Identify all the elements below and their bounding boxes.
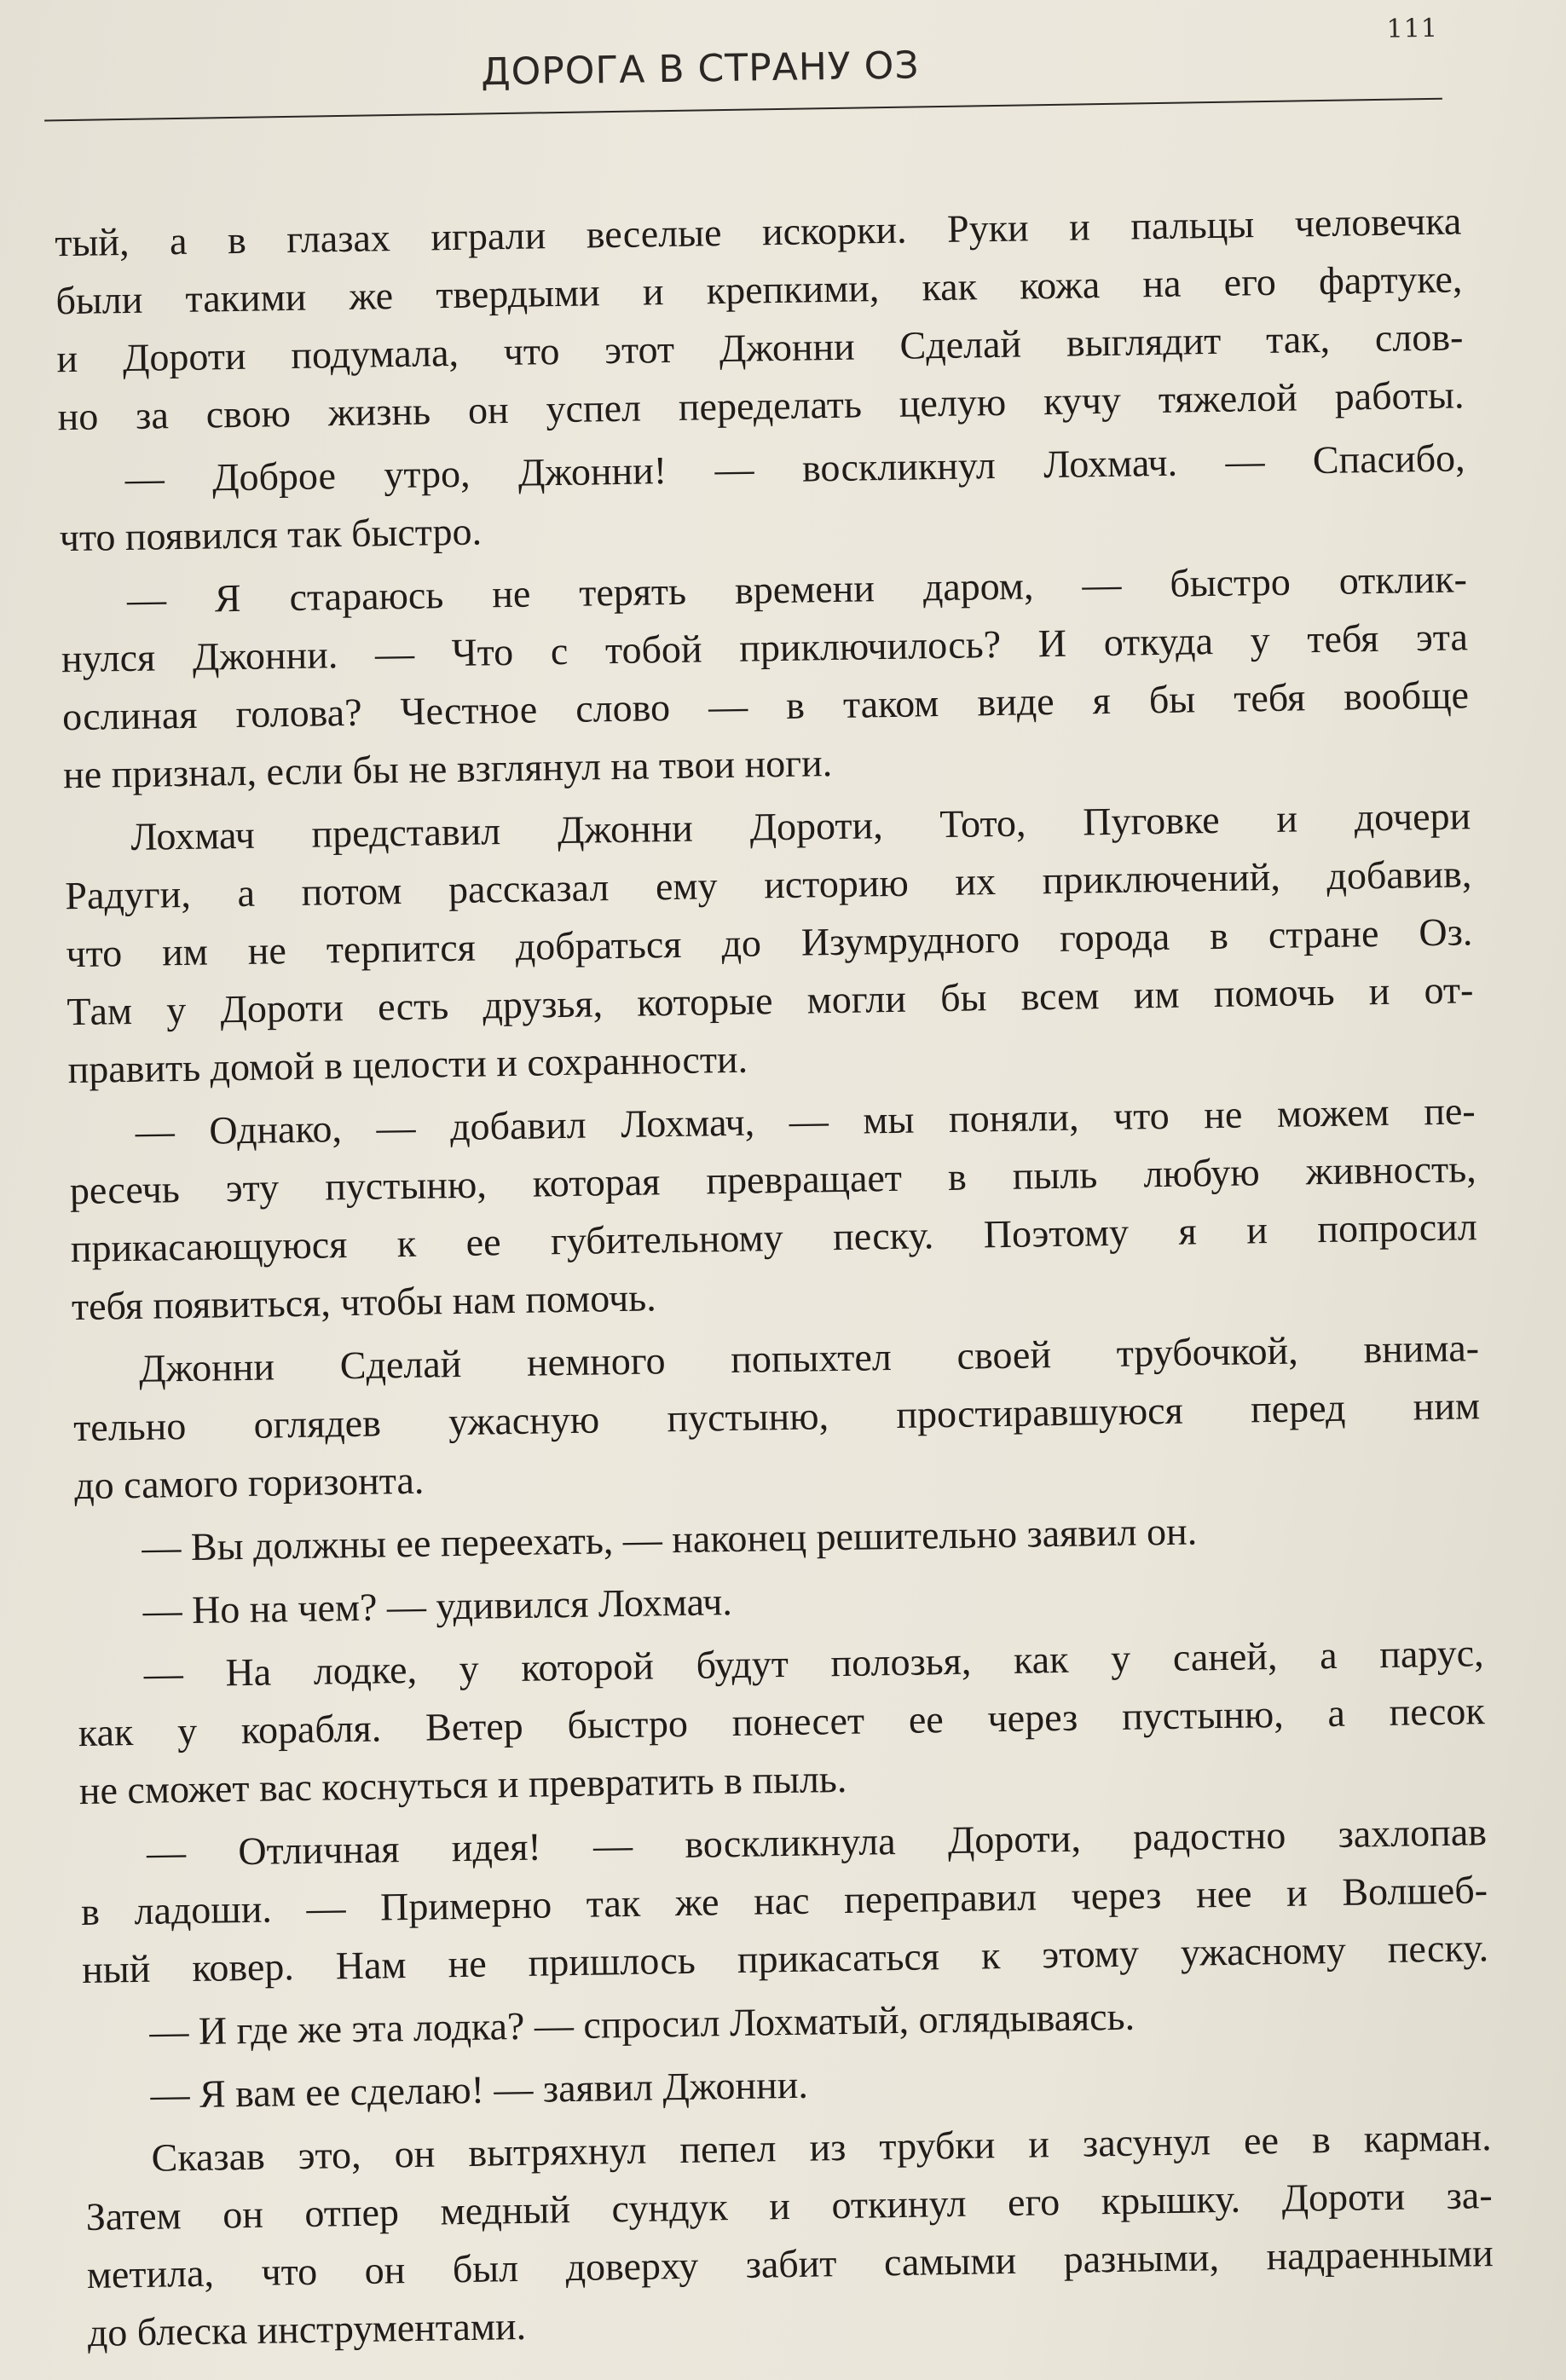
text-line: но за свою жизнь он успел переделать целую кучу тяжелой работы. (57, 373, 1465, 439)
text-line: Радуги, а потом рассказал ему историю их приключений, добавив, (65, 852, 1472, 918)
text-line: тельно оглядев ужасную пустыню, простиравшуюся перед ним (72, 1384, 1481, 1450)
text-line: не признал, если бы не взглянул на твои ноги. (62, 741, 833, 797)
running-title: ДОРОГА В СТРАНУ ОЗ (480, 43, 920, 95)
text-line: ослиная голова? Честное слово — в таком виде я бы тебя вообще (61, 673, 1470, 739)
text-line: метила, что он был доверху забит самыми разными, надраенными (86, 2231, 1494, 2297)
text-line: что появился так быстро. (59, 509, 483, 560)
text-line: до самого горизонта. (73, 1458, 425, 1508)
text-line: Лохмач представил Джонни Дороти, Тото, Пуговке и дочери (130, 794, 1471, 858)
page-number: 111 (1386, 13, 1439, 44)
text-line: править домой в целости и сохранности. (67, 1037, 748, 1092)
text-line: — Вы должны ее переехать, — наконец решительно заявил он. (142, 1509, 1198, 1569)
text-line: — Я стараюсь не терять времени даром, — быстро отклик- (126, 557, 1468, 622)
text-line: ный ковер. Нам не пришлось прикасаться к этому ужасному песку. (81, 1926, 1489, 1992)
text-line: — На лодке, у которой будут полозья, как у саней, а парус, (143, 1631, 1484, 1695)
text-line: тебя появиться, чтобы нам помочь. (71, 1275, 656, 1329)
text-line: — Отличная идея! — воскликнула Дороти, радостно захлопав (146, 1810, 1488, 1875)
text-line: — Доброе утро, Джонни! — воскликнул Лохмач. — Спасибо, (124, 436, 1465, 501)
text-line: до блеска инструментами. (87, 2303, 527, 2354)
text-line: — И где же эта лодка? — спросил Лохматый, оглядываясь. (148, 1994, 1135, 2054)
text-line: и Дороти подумала, что этот Джонни Сделай выглядит так, слов- (56, 315, 1464, 381)
text-line: Затем он отпер медный сундук и откинул его крышку. Дороти за- (85, 2173, 1493, 2239)
text-line: Там у Дороти есть друзья, которые могли бы всем им помочь и от- (66, 968, 1474, 1034)
text-line: Джонни Сделай немного попыхтел своей трубочкой, внима- (138, 1326, 1480, 1390)
text-line: как у корабля. Ветер быстро понесет ее через пустыню, а песок (78, 1689, 1486, 1755)
text-line: прикасающуюся к ее губительному песку. Поэтому я и попросил (70, 1204, 1478, 1271)
text-line: — Однако, — добавил Лохмач, — мы поняли, что не можем пе- (135, 1089, 1476, 1153)
body-text (55, 192, 1494, 2362)
text-line: нулся Джонни. — Что с тобой приключилось? И откуда у тебя эта (61, 615, 1469, 681)
text-line: — Я вам ее сделаю! — заявил Джонни. (150, 2062, 809, 2117)
text-line: не сможет вас коснуться и превратить в пыль. (78, 1756, 847, 1813)
text-line: были такими же твердыми и крепкими, как кожа на его фартуке, (55, 257, 1463, 323)
text-line: что им не терпится добраться до Изумрудного города в стране Оз. (66, 910, 1473, 976)
text-line: Сказав это, он вытряхнул пепел из трубки и засунул ее в карман. (151, 2115, 1492, 2180)
text-line: в ладоши. — Примерно так же нас переправил через нее и Волшеб- (80, 1868, 1488, 1934)
header-rule (44, 98, 1442, 122)
text-line: ресечь эту пустыню, которая превращает в пыль любую живность, (69, 1147, 1477, 1213)
text-line: — Но на чем? — удивился Лохмач. (142, 1580, 733, 1632)
text-line: тый, а в глазах играли веселые искорки. Руки и пальцы человечка (54, 199, 1462, 265)
